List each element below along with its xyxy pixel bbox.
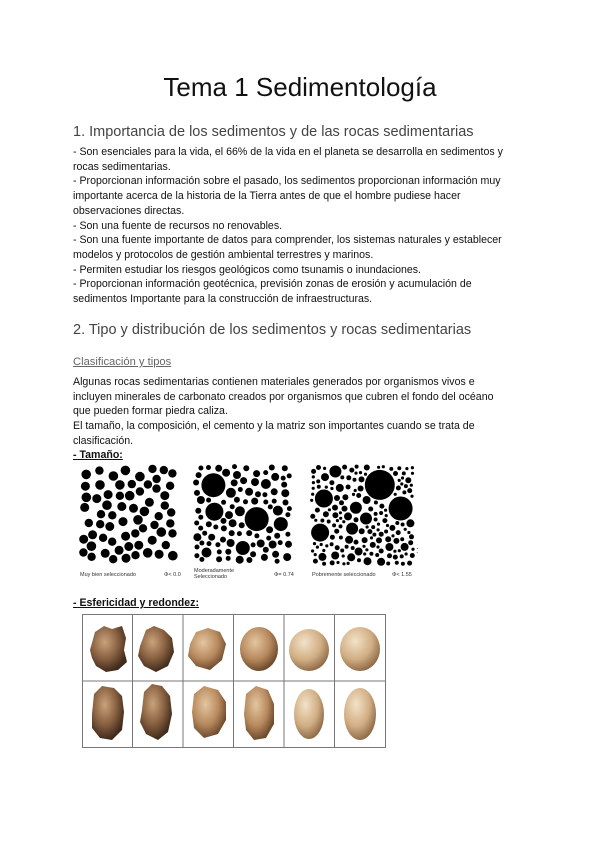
text-line: que pueden formar piedra caliza. <box>73 405 228 418</box>
text-line: incluyen minerales de carbonato creados por organismos que cubren el fondo del océano <box>73 390 494 403</box>
text-line: Algunas rocas sedimentarias contienen materiales generados por organismos vivos e <box>73 376 475 388</box>
text-line: - Son esenciales para la vida, el 66% de la vida en el planeta se desarrolla en sedimentos y <box>73 146 503 158</box>
section-1-heading: 1. Importancia de los sedimentos y de las rocas sedimentarias <box>73 124 474 140</box>
text-line: rocas sedimentarias. <box>73 160 171 173</box>
phi-poor-sorted: Φ< 1.55 <box>392 572 412 578</box>
text-line: - Proporcionan información geotécnica, previsión zonas de erosión y acumulación de <box>73 278 472 291</box>
sorting-panel-well <box>78 464 178 569</box>
subheading-clasificacion: Clasificación y tipos <box>73 356 172 368</box>
well-sorted-grains-illustration <box>78 464 178 564</box>
caption-well-sorted: Muy bien seleccionado <box>80 572 136 578</box>
text-line: El tamaño, la composición, el cemento y la matriz son importantes cuando se trata de <box>73 420 475 433</box>
size-label: - Tamaño: <box>73 449 123 461</box>
section-1-body <box>73 145 533 307</box>
roundness-grid-illustration <box>82 614 386 748</box>
text-line: importante acerca de la historia de la Tierra antes de que el hombre pudiese hacer <box>73 190 461 203</box>
caption-poor-sorted: Pobremente seleccionado <box>312 572 376 578</box>
phi-moderate-sorted: Φ= 0.74 <box>274 572 294 578</box>
text-line: - Proporcionan información sobre el pasado, los sedimentos proporcionan información muy <box>73 175 501 188</box>
text-line: - Son una fuente de recursos no renovables. <box>73 219 283 232</box>
section-2-body <box>73 375 533 449</box>
stray-mark: : <box>416 545 419 555</box>
text-line: clasificación. <box>73 434 134 447</box>
sorting-panel-moderate <box>192 464 292 569</box>
phi-well-sorted: Φ< 0.0 <box>164 572 181 578</box>
page-title: Tema 1 Sedimentología <box>163 72 437 102</box>
poorly-sorted-grains-illustration <box>310 464 415 566</box>
text-line: modelos y protocolos de gestión ambiental terrestres y marinos. <box>73 248 374 261</box>
sorting-panel-poor <box>310 464 415 571</box>
shape-label: - Esfericidad y redondez: <box>73 597 199 609</box>
text-line: sedimentos Importante para la construcción de infraestructuras. <box>73 293 373 306</box>
section-2-heading: 2. Tipo y distribución de los sedimentos y rocas sedimentarias <box>73 322 472 338</box>
text-line: - Son una fuente importante de datos para comprender, los sistemas naturales y establecer <box>73 234 502 247</box>
text-line: observaciones directas. <box>73 204 185 217</box>
roundness-grid <box>82 614 386 753</box>
moderately-sorted-grains-illustration <box>192 464 292 564</box>
caption-moderate-sorted: Moderadamente Seleccionado <box>194 568 235 580</box>
text-line: - Permiten estudiar los riesgos geológicos como tsunamis o inundaciones. <box>73 263 422 276</box>
